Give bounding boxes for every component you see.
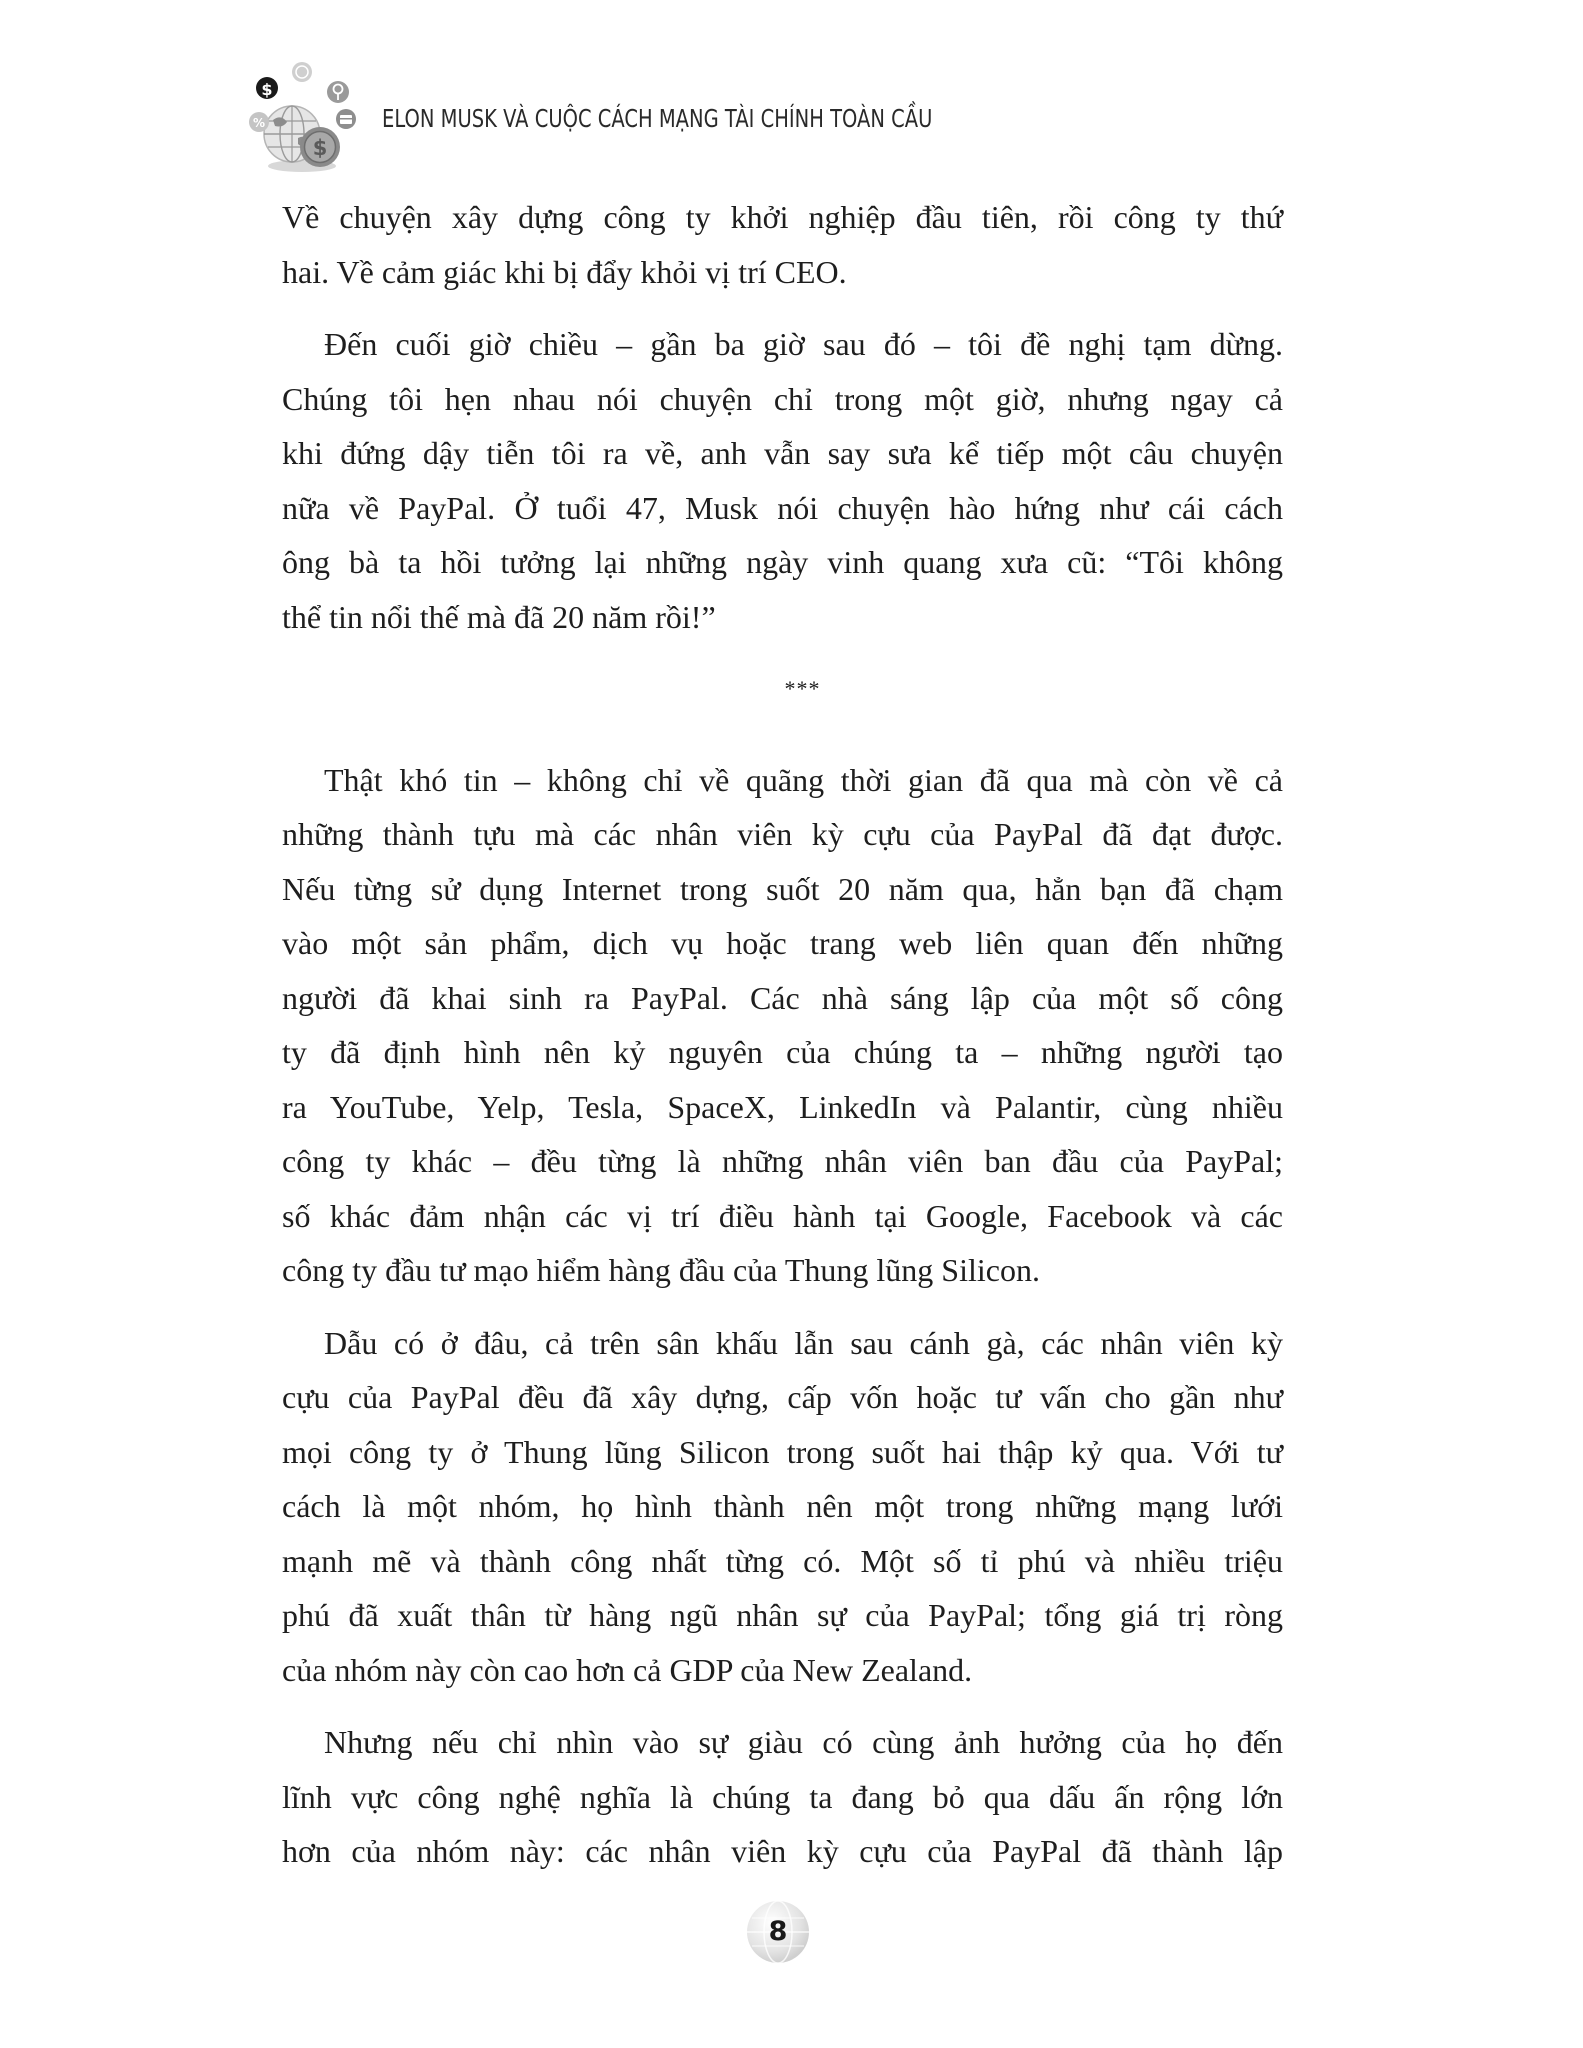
text-line: mạnh mẽ và thành công nhất từng có. Một số tỉ phú và nhiều triệu (282, 1542, 1283, 1579)
text-line: Nếu từng sử dụng Internet trong suốt 20 năm qua, hẳn bạn đã chạm (282, 870, 1283, 907)
finance-globe-logo (240, 58, 368, 176)
text-line: của nhóm này còn cao hơn cả GDP của New Zealand. (282, 1651, 973, 1688)
text-line: Đến cuối giờ chiều – gần ba giờ sau đó – tôi đề nghị tạm dừng. (324, 326, 1283, 362)
text-line: hai. Về cảm giác khi bị đẩy khỏi vị trí CEO. (282, 253, 847, 290)
paragraph (282, 190, 1283, 299)
percent-icon (249, 112, 269, 132)
search-icon (327, 81, 349, 103)
text-line: công ty khác – đều từng là những nhân viên ban đầu của PayPal; (282, 1143, 1283, 1179)
text-line: nữa về PayPal. Ở tuổi 47, Musk nói chuyện hào hứng như cái cách (282, 489, 1283, 526)
body-text (282, 190, 1283, 1897)
text-line: thể tin nổi thế mà đã 20 năm rồi!” (282, 598, 716, 635)
text-line: Thật khó tin – không chỉ về quãng thời gian đã qua mà còn về cả (324, 761, 1283, 798)
section-separator: *** (784, 676, 821, 701)
running-title: ELON MUSK VÀ CUỘC CÁCH MẠNG TÀI CHÍNH TOÀN CẦU (382, 104, 933, 133)
svg-text:$: $ (261, 80, 273, 99)
paragraph (282, 317, 1283, 644)
paragraph (282, 1715, 1283, 1879)
text-line: Chúng tôi hẹn nhau nói chuyện chỉ trong một giờ, nhưng ngay cả (282, 380, 1283, 417)
text-line: ra YouTube, Yelp, Tesla, SpaceX, LinkedIn và Palantir, cùng nhiều (282, 1088, 1283, 1125)
text-line: cựu của PayPal đều đã xây dựng, cấp vốn hoặc tư vấn cho gần như (282, 1379, 1283, 1415)
dollar-icon (256, 77, 278, 99)
text-line: phú đã xuất thân từ hàng ngũ nhân sự của PayPal; tổng giá trị ròng (282, 1597, 1283, 1633)
text-line: mọi công ty ở Thung lũng Silicon trong suốt hai thập kỷ qua. Với tư (282, 1433, 1283, 1470)
briefcase-icon (336, 109, 356, 129)
text-line: vào một sản phẩm, dịch vụ hoặc trang web liên quan đến những (282, 925, 1283, 961)
svg-text:$: $ (312, 136, 328, 160)
text-line: những thành tựu mà các nhân viên kỳ cựu của PayPal đã đạt được. (282, 816, 1283, 852)
text-line: lĩnh vực công nghệ nghĩa là chúng ta đang bỏ qua dấu ấn rộng lớn (282, 1778, 1283, 1815)
paragraph (282, 1316, 1283, 1698)
svg-text:%: % (252, 116, 266, 130)
text-line: số khác đảm nhận các vị trí điều hành tại Google, Facebook và các (282, 1197, 1283, 1234)
text-line: Nhưng nếu chỉ nhìn vào sự giàu có cùng ảnh hưởng của họ đến (324, 1724, 1283, 1760)
text-line: cách là một nhóm, họ hình thành nên một trong những mạng lưới (282, 1488, 1283, 1524)
text-line: ông bà ta hồi tưởng lại những ngày vinh quang xưa cũ: “Tôi không (282, 544, 1283, 580)
paragraph (282, 753, 1283, 1298)
coin-icon (300, 127, 340, 167)
page-number: 8 (768, 1916, 788, 1947)
text-line: công ty đầu tư mạo hiểm hàng đầu của Thung lũng Silicon. (282, 1252, 1040, 1288)
text-line: Về chuyện xây dựng công ty khởi nghiệp đầu tiên, rồi công ty thứ (282, 199, 1283, 235)
text-line: Dẫu có ở đâu, cả trên sân khấu lẫn sau cánh gà, các nhân viên kỳ (324, 1324, 1283, 1361)
world-icon (292, 62, 312, 82)
text-line: ty đã định hình nên kỷ nguyên của chúng ta – những người tạo (282, 1034, 1283, 1070)
text-line: hơn của nhóm này: các nhân viên kỳ cựu của PayPal đã thành lập (282, 1833, 1283, 1869)
text-line: người đã khai sinh ra PayPal. Các nhà sáng lập của một số công (282, 979, 1283, 1016)
text-line: khi đứng dậy tiễn tôi ra về, anh vẫn say sưa kể tiếp một câu chuyện (282, 435, 1283, 471)
